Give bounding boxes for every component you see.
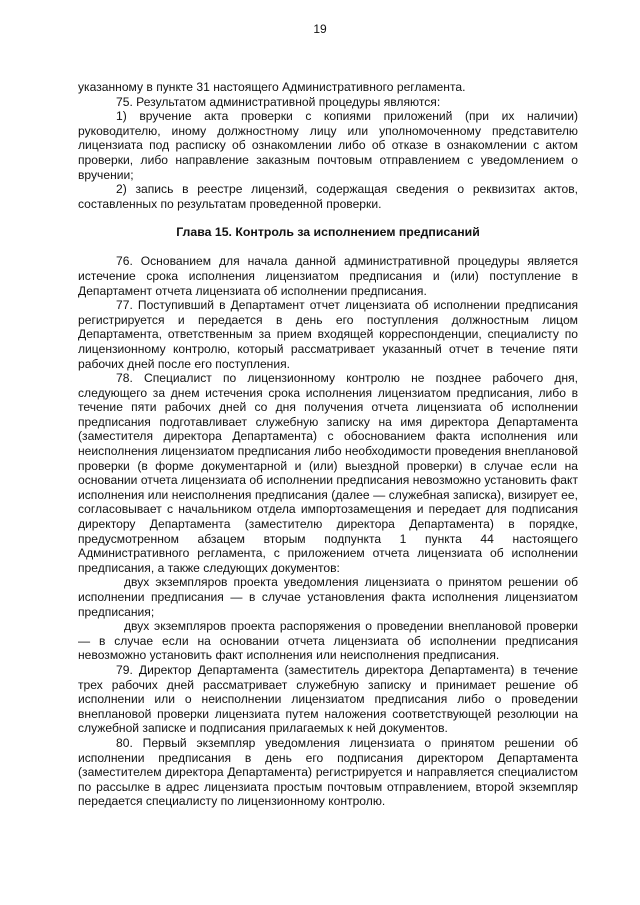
paragraph-continuation: указанному в пункте 31 настоящего Административного регламента. [78, 80, 466, 94]
paragraph-77: 77. Поступивший в Департамент отчет лицензиата об исполнении предписания регистрируется и передается в день его поступления должностным лицом Департамента, ответственным за прием входящей корреспонденции, специалисту по лицензионному контролю, который рассматривает указанный отчет в течение пяти рабочих дней после его поступления. [78, 298, 578, 371]
document-body [78, 80, 578, 809]
paragraph-75-item-1: 1) вручение акта проверки с копиями приложений (при их наличии) руководителю, иному должностному лицу или уполномоченному представителю лицензиата под расписку об ознакомлении либо об отказе в ознакомлении с актом проверки, либо направление заказным почтовым отправлением с уведомлением о вручении; [78, 109, 578, 182]
paragraph-79: 79. Директор Департамента (заместитель директора Департамента) в течение трех рабочих дней рассматривает служебную записку и принимает решение об исполнении или о неисполнении лицензиатом предписания либо о проведении внеплановой проверки лицензиата путем наложения соответствующей резолюции на служебной записке и подписания прилагаемых к ней документов. [78, 662, 578, 736]
page-number: 19 [313, 22, 327, 36]
paragraph-78-doc-1: двух экземпляров проекта уведомления лицензиата о принятом решении об исполнении предписания — в случае установления факта исполнения лицензиатом предписания; [78, 575, 578, 619]
paragraph-75: 75. Результатом административной процедуры являются: [116, 94, 441, 109]
paragraph-78: 78. Специалист по лицензионному контролю не позднее рабочего дня, следующего за днем истечения срока исполнения лицензиатом предписания, либо в течение пяти рабочих дней со дня получения отчета лицензиата об исполнении предписания подготавливает служебную записку на имя директора Департамента (заместителя директора Департамента) с обоснованием факта исполнения или неисполнения лицензиатом предписания либо необходимости проведения внеплановой проверки (в форме документарной и (или) выездной проверки) в случае если на основании отчета лицензиата об исполнении предписания невозможно установить факт исполнения или неисполнения предписания (далее — служебная записка), визирует ее, согласовывает с начальником отдела импортозамещения и передает для подписания директору Департамента (заместителю директора Департамента) в порядке, предусмотренном абзацем вторым подпункта 1 пункта 44 настоящего Административного регламента, с приложением отчета лицензиата об исполнении предписания, а также следующих документов: [78, 371, 578, 575]
paragraph-75-item-2: 2) запись в реестре лицензий, содержащая сведения о реквизитах актов, составленных по результатам проведенной проверки. [78, 182, 578, 211]
paragraph-76: 76. Основанием для начала данной административной процедуры является истечение срока исполнения лицензиатом предписания и (или) поступление в Департамент отчета лицензиата об исполнении предписания. [78, 254, 578, 298]
chapter-heading: Глава 15. Контроль за исполнением предписаний [176, 225, 480, 240]
paragraph-80: 80. Первый экземпляр уведомления лицензиата о принятом решении об исполнении предписания в день его подписания директором Департамента (заместителем директора Департамента) регистрируется и направляется специалистом по рассылке в адрес лицензиата простым почтовым отправлением, второй экземпляр передается специалисту по лицензионному контролю. [78, 735, 578, 809]
paragraph-78-doc-2: двух экземпляров проекта распоряжения о проведении внеплановой проверки — в случае если на основании отчета лицензиата об исполнении предписания невозможно установить факт исполнения или неисполнения предписания. [78, 619, 578, 663]
